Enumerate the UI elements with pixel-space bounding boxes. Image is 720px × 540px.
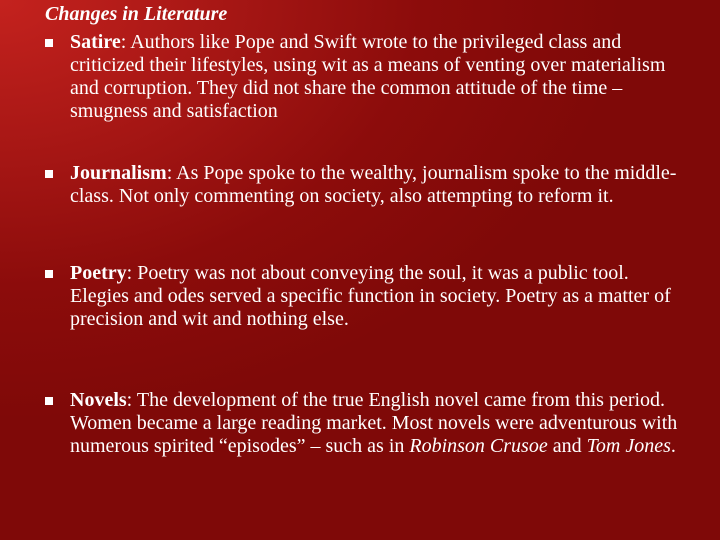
square-bullet-icon (45, 270, 53, 278)
square-bullet-icon (45, 397, 53, 405)
book-title-robinson-crusoe: Robinson Crusoe (409, 435, 548, 457)
slide-title: Changes in Literature (45, 3, 228, 25)
bullet-body: Poetry was not about conveying the soul, it was a public tool. Elegies and odes served a specific function in society. Poetry as a matter of precision and wit and nothing else. (70, 262, 671, 330)
conjunction: and (547, 435, 587, 457)
square-bullet-icon (45, 170, 53, 178)
bullet-item-journalism (45, 162, 685, 208)
bullet-text (70, 262, 685, 331)
term-separator: : (126, 262, 138, 284)
book-title-tom-jones: Tom Jones (586, 435, 671, 457)
sentence-end: . (670, 435, 676, 457)
bullet-body: As Pope spoke to the wealthy, journalism spoke to the middle-class. Not only commenting on society, also attempting to reform it. (70, 162, 677, 207)
term-separator: : (126, 389, 137, 411)
bullet-body: Authors like Pope and Swift wrote to the privileged class and criticized their lifestyles, using wit as a means of venting over materialism and corruption. They did not share the common attitude of the time – smugness and satisfaction (70, 31, 666, 122)
square-bullet-icon (45, 39, 53, 47)
bullet-term: Satire (70, 31, 121, 53)
bullet-body: The development of the true English novel came from this period. Women became a large reading market. Most novels were adventurous with numerous spirited “episodes” – such as in (70, 389, 678, 457)
bullet-item-poetry (45, 262, 685, 331)
bullet-text (70, 162, 685, 208)
bullet-term: Poetry (70, 262, 127, 284)
term-separator: : (120, 31, 131, 53)
term-separator: : (166, 162, 177, 184)
bullet-text (70, 389, 685, 458)
bullet-text (70, 31, 685, 123)
bullet-term: Journalism (70, 162, 167, 184)
bullet-item-novels (45, 389, 685, 458)
bullet-term: Novels (70, 389, 127, 411)
bullet-item-satire (45, 31, 685, 123)
